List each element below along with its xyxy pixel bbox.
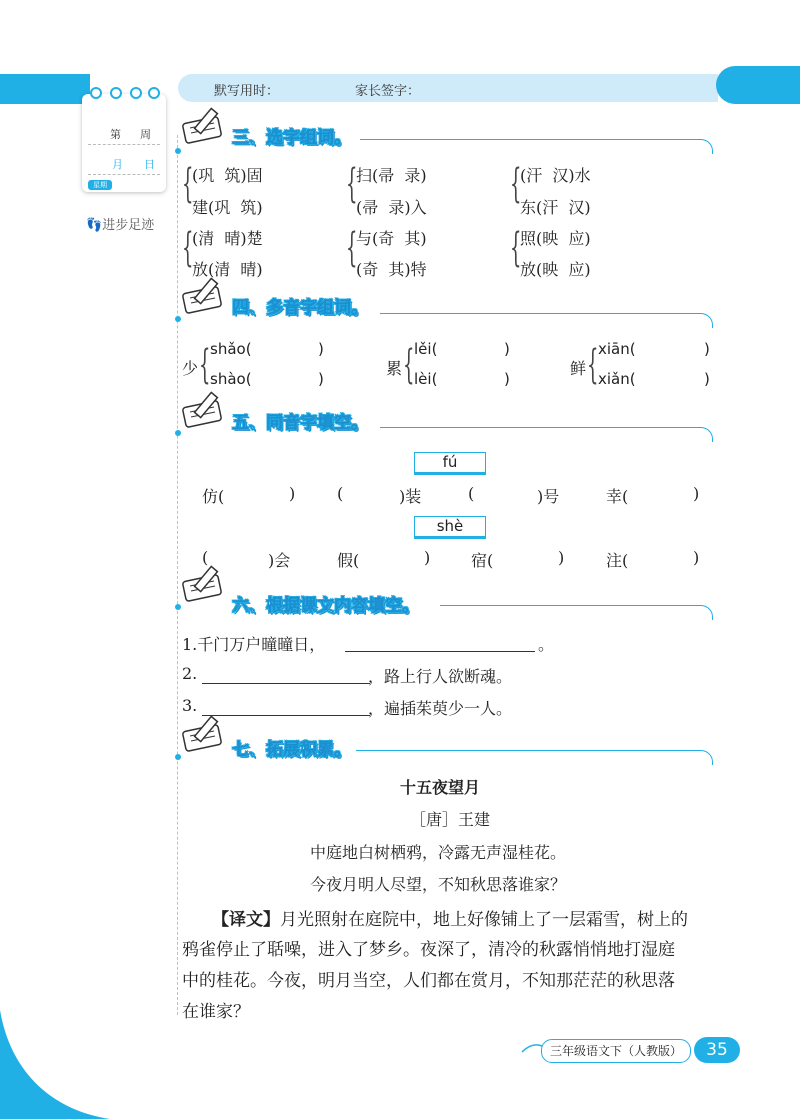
fill-question-1: 1.千门万户曈曈日，: [182, 635, 326, 654]
word-group-item: 放(映 应): [520, 260, 591, 279]
pinyin-item: xiān(: [598, 340, 636, 358]
word-group-item: (清 晴)楚: [192, 229, 263, 248]
homophone-item: 仿(: [202, 487, 225, 506]
paren-close: ): [318, 370, 324, 388]
homophone-item: ): [693, 548, 700, 567]
translation-line: 在谁家？: [182, 1002, 250, 1022]
homophone-item: ): [424, 548, 431, 567]
pinyin-item: lěi(: [414, 340, 438, 358]
ring-icon: [148, 87, 160, 99]
book-label: 三年级语文下（人教版）: [541, 1039, 691, 1063]
word-group-item: 放(清 晴): [192, 260, 263, 279]
ring-icon: [90, 87, 102, 99]
poem-author: ［唐］王建: [410, 810, 491, 829]
pinyin-item: shào(: [210, 370, 252, 388]
word-group-item: (汗 汉)水: [520, 166, 591, 185]
section-rule: [380, 313, 700, 314]
translation-line: 鸦雀停止了聒噪，进入了梦乡。夜深了，清冷的秋露悄悄地打湿庭: [182, 940, 675, 960]
paren-close: ): [704, 370, 710, 388]
homophone-item: ): [558, 548, 565, 567]
word-group-item: 与(奇 其): [356, 229, 427, 248]
paren-close: ): [504, 370, 510, 388]
polyphone-char: 少: [182, 359, 199, 378]
page-number: 35: [694, 1037, 740, 1063]
section-dot: [175, 148, 181, 154]
brace: {: [403, 342, 415, 388]
section-rule: [380, 427, 700, 428]
section-rule-end: [698, 427, 713, 442]
calendar-divider: [88, 144, 160, 145]
section5-title: 五、同音字填空。: [232, 413, 368, 433]
section-dot: [175, 316, 181, 322]
brace: {: [346, 225, 358, 271]
pencil-book-icon: [180, 564, 230, 604]
homophone-item: ): [289, 484, 296, 503]
fill-question-3-number: 3.: [182, 696, 198, 715]
month-label: 月: [112, 158, 123, 171]
translation-label: 【译文】: [212, 910, 280, 930]
header-band-left: [0, 74, 90, 104]
parent-sign-label: 家长签字：: [355, 84, 421, 99]
fill-question-3: ，遍插茱萸少一人。: [368, 699, 513, 718]
calendar-card: [82, 94, 166, 192]
homophone-item: 注(: [606, 551, 629, 570]
ring-icon: [130, 87, 142, 99]
homophone-item: )号: [537, 487, 560, 506]
section-rule-end: [698, 139, 713, 154]
ring-icon: [110, 87, 122, 99]
word-group-item: (奇 其)特: [356, 260, 427, 279]
section-rule: [360, 139, 700, 140]
polyphone-char: 鲜: [570, 359, 587, 378]
swoosh-icon: [520, 1042, 544, 1056]
word-group-item: (帚 录)入: [356, 198, 427, 217]
homophone-item: (: [468, 484, 475, 503]
fill-question-2-number: 2.: [182, 664, 198, 683]
brace: {: [182, 225, 194, 271]
corner-decoration: [0, 1010, 110, 1119]
section7-title: 七、拓展积累。: [232, 740, 351, 760]
poem-title: 十五夜望月: [400, 778, 481, 797]
homophone-item: )会: [268, 551, 291, 570]
fill-question-1-end: 。: [538, 635, 555, 654]
pinyin-box: fú: [414, 452, 486, 475]
progress-label: 👣进步足迹: [86, 218, 155, 233]
word-group-item: 建(巩 筑): [192, 198, 263, 217]
calendar-divider: [88, 174, 160, 175]
answer-blank[interactable]: [345, 651, 535, 652]
section-dot: [175, 754, 181, 760]
homophone-item: ): [693, 484, 700, 503]
pinyin-item: lèi(: [414, 370, 438, 388]
brace: {: [510, 161, 522, 207]
section4-title: 四、多音字组词。: [232, 298, 368, 318]
pencil-book-icon: [180, 714, 230, 754]
week-prefix: 第: [110, 128, 121, 141]
homophone-item: (: [337, 484, 344, 503]
section-dot: [175, 604, 181, 610]
polyphone-char: 累: [386, 359, 403, 378]
pinyin-item: shǎo(: [210, 340, 252, 358]
brace: {: [199, 342, 211, 388]
homophone-item: )装: [399, 487, 422, 506]
section6-title: 六、根据课文内容填空。: [232, 596, 419, 616]
brace: {: [346, 161, 358, 207]
section-rule: [440, 605, 700, 606]
word-group-item: 照(映 应): [520, 229, 591, 248]
translation-line: 【译文】月光照射在庭院中，地上好像铺上了一层霜雪，树上的: [212, 910, 688, 930]
footprints-icon: 👣: [86, 218, 103, 233]
word-group-item: 东(汗 汉): [520, 198, 591, 217]
brace: {: [182, 161, 194, 207]
section-rule-end: [698, 750, 713, 765]
dictation-time-label: 默写用时：: [214, 84, 280, 99]
pinyin-item: xiǎn(: [598, 370, 636, 388]
translation-line: 中的桂花。今夜，明月当空，人们都在赏月，不知那茫茫的秋思落: [182, 971, 675, 991]
word-group-item: (巩 筑)固: [192, 166, 263, 185]
pencil-book-icon: [180, 390, 230, 430]
section-rule-end: [698, 313, 713, 328]
homophone-item: 宿(: [471, 551, 494, 570]
brace: {: [587, 342, 599, 388]
header-band-right: [716, 66, 800, 104]
word-group-item: 扫(帚 录): [356, 166, 427, 185]
section-rule-end: [698, 605, 713, 620]
pencil-book-icon: [180, 276, 230, 316]
answer-blank[interactable]: [202, 683, 370, 684]
section3-title: 三、选字组词。: [232, 128, 351, 148]
pinyin-box: shè: [414, 516, 486, 539]
week-suffix: 周: [140, 128, 151, 141]
homophone-item: (: [202, 548, 209, 567]
paren-close: ): [504, 340, 510, 358]
brace: {: [510, 225, 522, 271]
poem-line: 中庭地白树栖鸦，冷露无声湿桂花。: [310, 843, 567, 862]
section-rule: [356, 750, 700, 751]
section-dot: [175, 430, 181, 436]
pencil-book-icon: [180, 106, 230, 146]
homophone-item: 幸(: [606, 487, 629, 506]
weekday-badge: 星期: [88, 180, 112, 190]
paren-close: ): [704, 340, 710, 358]
day-label: 日: [144, 158, 155, 171]
poem-line: 今夜月明人尽望，不知秋思落谁家？: [310, 875, 567, 894]
margin-line: [177, 135, 178, 1015]
fill-question-2: ，路上行人欲断魂。: [368, 667, 513, 686]
paren-close: ): [318, 340, 324, 358]
homophone-item: 假(: [337, 551, 360, 570]
